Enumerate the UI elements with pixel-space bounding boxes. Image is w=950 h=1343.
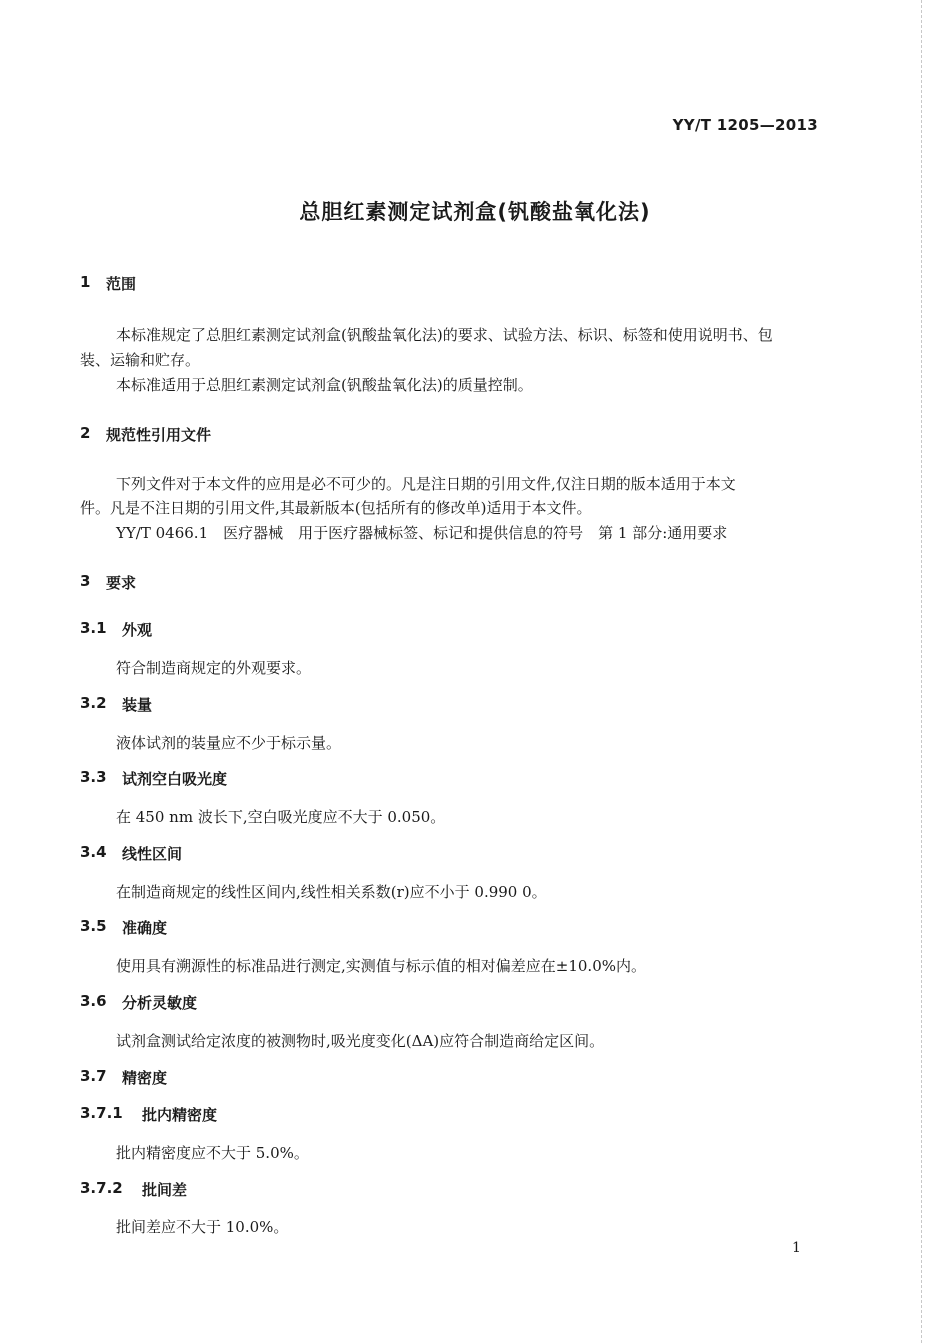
paragraph-line: 件。凡是不注日期的引用文件,其最新版本(包括所有的修改单)适用于本文件。 bbox=[80, 499, 592, 517]
paragraph-line: 本标准适用于总胆红素测定试剂盒(钒酸盐氧化法)的质量控制。 bbox=[116, 376, 533, 394]
section-title: 外观 bbox=[122, 621, 153, 639]
document-code: YY/T 1205—2013 bbox=[672, 116, 818, 134]
paragraph-line: 本标准规定了总胆红素测定试剂盒(钒酸盐氧化法)的要求、试验方法、标识、标签和使用说明书、包 bbox=[116, 326, 773, 344]
section-title: 规范性引用文件 bbox=[106, 426, 212, 444]
section-title: 批间差 bbox=[142, 1181, 188, 1199]
section-number: 3.5 bbox=[80, 917, 107, 935]
section-title: 线性区间 bbox=[122, 845, 183, 863]
section-title: 批内精密度 bbox=[142, 1106, 218, 1124]
section-number: 3.2 bbox=[80, 694, 107, 712]
requirement-text: 批间差应不大于 10.0%。 bbox=[116, 1218, 289, 1236]
section-number: 3 bbox=[80, 572, 91, 590]
requirement-text: 液体试剂的装量应不少于标示量。 bbox=[116, 734, 342, 752]
section-number: 3.6 bbox=[80, 992, 107, 1010]
section-number: 3.3 bbox=[80, 768, 107, 786]
section-title: 准确度 bbox=[122, 919, 168, 937]
section-number: 1 bbox=[80, 273, 91, 291]
section-number: 3.7.2 bbox=[80, 1179, 123, 1197]
requirement-text: 在 450 nm 波长下,空白吸光度应不大于 0.050。 bbox=[116, 808, 446, 826]
section-title: 试剂空白吸光度 bbox=[122, 770, 228, 788]
section-title: 分析灵敏度 bbox=[122, 994, 198, 1012]
requirement-text: 使用具有溯源性的标准品进行测定,实测值与标示值的相对偏差应在±10.0%内。 bbox=[116, 957, 646, 975]
requirement-text: 在制造商规定的线性区间内,线性相关系数(r)应不小于 0.990 0。 bbox=[116, 883, 547, 901]
document-title: 总胆红素测定试剂盒(钒酸盐氧化法) bbox=[299, 200, 651, 224]
requirement-text: 符合制造商规定的外观要求。 bbox=[116, 659, 312, 677]
section-number: 2 bbox=[80, 424, 91, 442]
requirement-text: 批内精密度应不大于 5.0%。 bbox=[116, 1144, 309, 1162]
normative-reference: YY/T 0466.1 医疗器械 用于医疗器械标签、标记和提供信息的符号 第 1 部分:通用要求 bbox=[116, 524, 728, 542]
section-number: 3.7 bbox=[80, 1067, 107, 1085]
paragraph-line: 装、运输和贮存。 bbox=[80, 351, 201, 369]
section-number: 3.1 bbox=[80, 619, 107, 637]
page-number: 1 bbox=[792, 1240, 801, 1256]
section-number: 3.4 bbox=[80, 843, 107, 861]
requirement-text: 试剂盒测试给定浓度的被测物时,吸光度变化(ΔA)应符合制造商给定区间。 bbox=[116, 1032, 605, 1050]
section-title: 装量 bbox=[122, 696, 153, 714]
paragraph-line: 下列文件对于本文件的应用是必不可少的。凡是注日期的引用文件,仅注日期的版本适用于本文 bbox=[116, 475, 736, 493]
section-title: 范围 bbox=[106, 275, 137, 293]
section-number: 3.7.1 bbox=[80, 1104, 123, 1122]
section-title: 要求 bbox=[106, 574, 137, 592]
section-title: 精密度 bbox=[122, 1069, 168, 1087]
